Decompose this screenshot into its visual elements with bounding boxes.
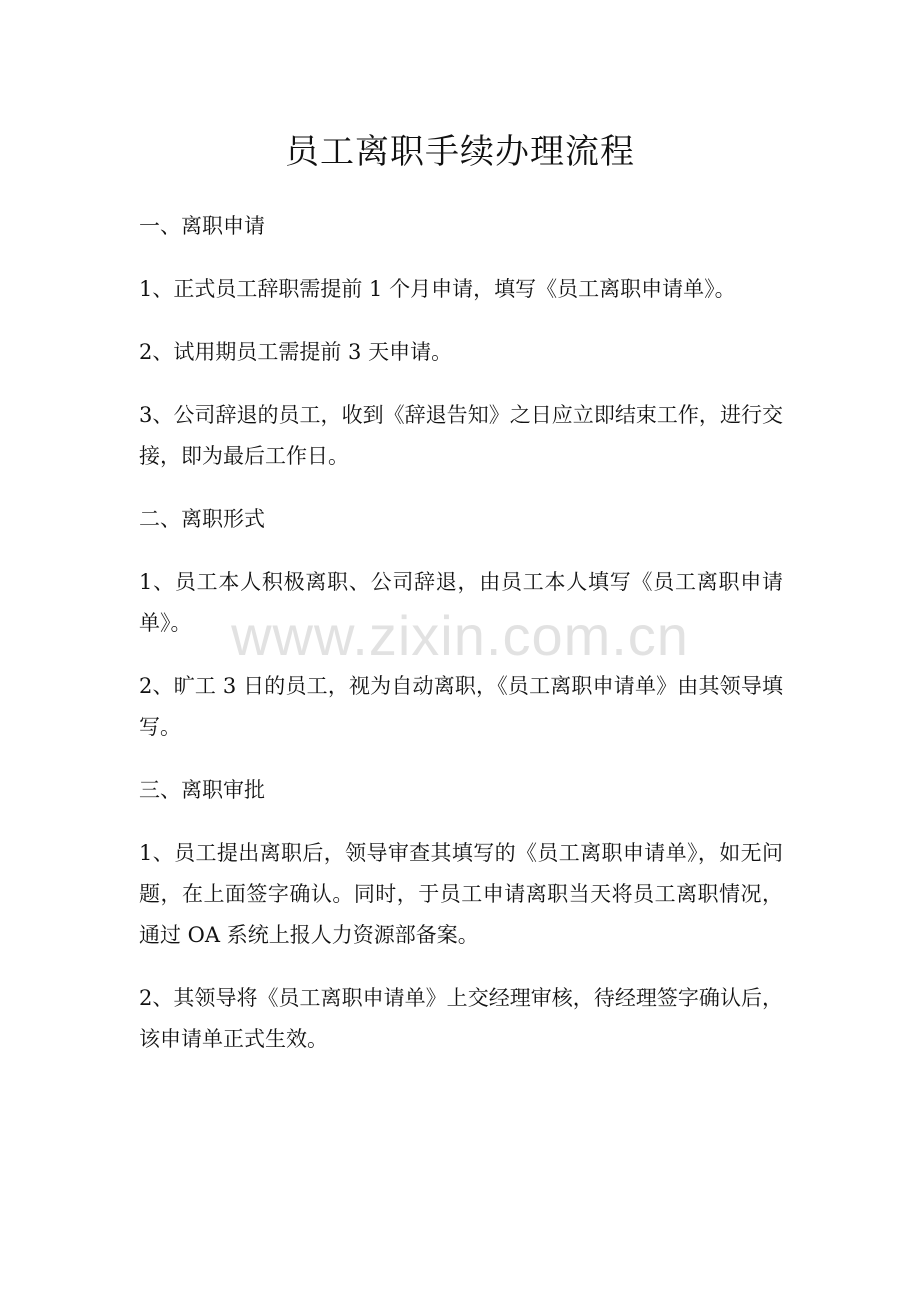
document-title: 员工离职手续办理流程 xyxy=(285,132,635,172)
paragraph: 1、正式员工辞职需提前 1 个月申请，填写《员工离职申请单》。 xyxy=(139,277,736,301)
paragraph: 1、员工本人积极离职、公司辞退，由员工本人填写《员工离职申请单》。 xyxy=(139,570,783,635)
paragraph: 1、员工提出离职后，领导审查其填写的《员工离职申请单》，如无问题，在上面签字确认。同时，于员工申请离职当天将员工离职情况，通过 OA 系统上报人力资源部备案。 xyxy=(139,841,783,947)
section-resignation-application xyxy=(139,206,783,477)
paragraph: 2、试用期员工需提前 3 天申请。 xyxy=(139,340,453,364)
section-resignation-forms xyxy=(139,499,783,748)
paragraph: 2、其领导将《员工离职申请单》上交经理审核，待经理签字确认后，该申请单正式生效。 xyxy=(139,986,783,1051)
paragraph: 2、旷工 3 日的员工，视为自动离职，《员工离职申请单》由其领导填写。 xyxy=(139,674,783,739)
section-heading: 三、离职审批 xyxy=(139,778,265,802)
section-heading: 一、离职申请 xyxy=(139,214,265,238)
document-body xyxy=(139,206,783,1082)
section-resignation-approval xyxy=(139,770,783,1060)
section-heading: 二、离职形式 xyxy=(139,507,265,531)
watermark: www.zixin.com.cn xyxy=(231,604,689,667)
paragraph: 3、公司辞退的员工，收到《辞退告知》之日应立即结束工作，进行交接，即为最后工作日。 xyxy=(139,403,783,468)
